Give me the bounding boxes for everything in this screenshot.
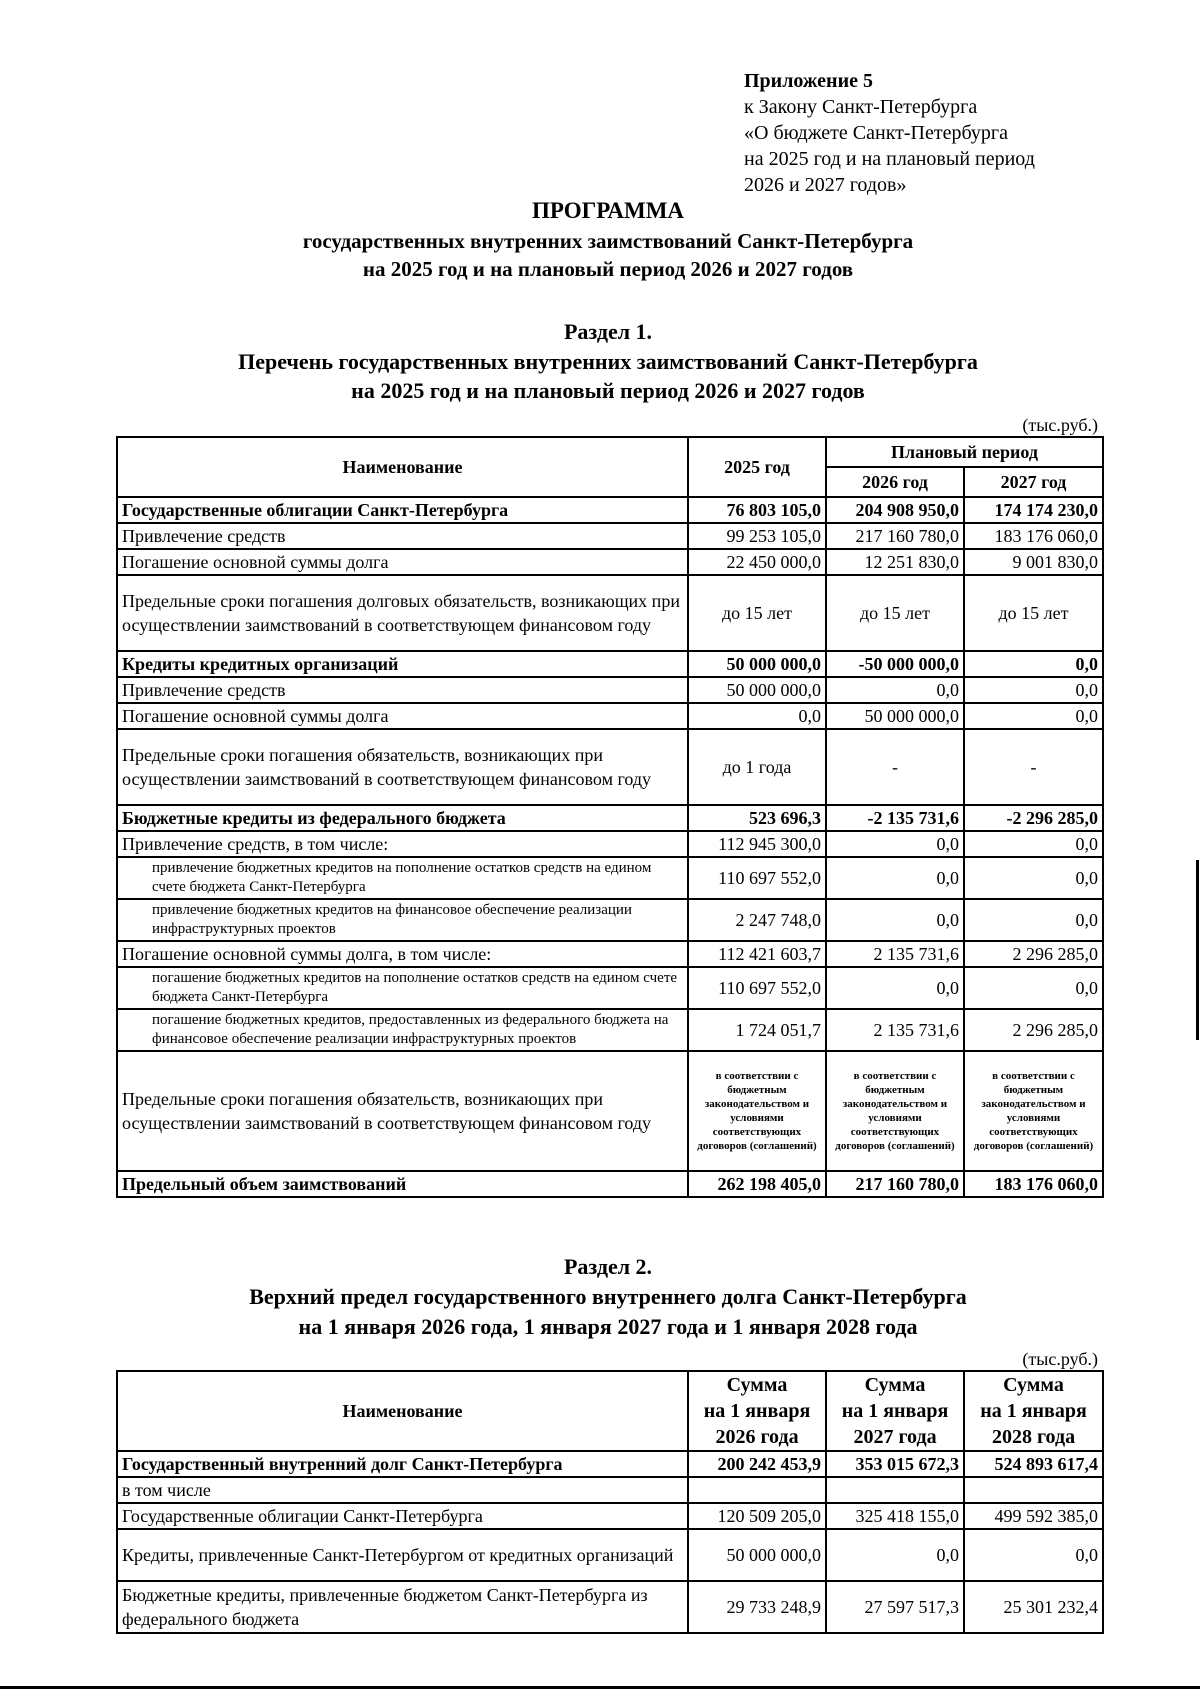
- row-value: 27 597 517,3: [826, 1581, 964, 1633]
- row-value: 523 696,3: [688, 805, 826, 831]
- table-row: [117, 1009, 1103, 1051]
- row-name: Погашение основной суммы долга, в том числе:: [117, 941, 688, 967]
- row-name: в том числе: [117, 1477, 688, 1503]
- row-name: Привлечение средств: [117, 523, 688, 549]
- row-value: 499 592 385,0: [964, 1503, 1103, 1529]
- row-value: 217 160 780,0: [826, 523, 964, 549]
- row-value: 50 000 000,0: [688, 651, 826, 677]
- program-title: ПРОГРАММА: [531, 198, 685, 223]
- row-name: Кредиты кредитных организаций: [117, 651, 688, 677]
- section2-title: Верхний предел государственного внутреннего долга Санкт-Петербурга: [249, 1284, 967, 1309]
- row-value: 120 509 205,0: [688, 1503, 826, 1529]
- appendix-line: 2026 и 2027 годов»: [744, 174, 907, 196]
- row-name: Привлечение средств, в том числе:: [117, 831, 688, 857]
- row-name: Бюджетные кредиты из федерального бюджета: [117, 805, 688, 831]
- appendix-line: «О бюджете Санкт-Петербурга: [744, 122, 1008, 144]
- table-row: [117, 831, 1103, 857]
- table-row: [117, 899, 1103, 941]
- row-value: 50 000 000,0: [688, 1529, 826, 1581]
- row-value: 0,0: [826, 967, 964, 1009]
- row-name: Погашение основной суммы долга: [117, 703, 688, 729]
- page-edge-mark: [1196, 860, 1199, 1040]
- header-2025: 2025 год: [688, 437, 826, 497]
- table-row: [117, 575, 1103, 651]
- row-value: до 15 лет: [964, 575, 1103, 651]
- table-row: [117, 1503, 1103, 1529]
- row-value: 110 697 552,0: [688, 967, 826, 1009]
- borrowings-table: [116, 436, 1104, 1198]
- row-value: 0,0: [688, 703, 826, 729]
- appendix-line: на 2025 год и на плановый период: [744, 148, 1035, 170]
- row-value: в соответствии с бюджетным законодательством и условиями соответствующих договоров (соглашений): [964, 1051, 1103, 1171]
- header-2026: 2026 год: [826, 467, 964, 497]
- section2-period: на 1 января 2026 года, 1 января 2027 года и 1 января 2028 года: [298, 1314, 918, 1339]
- section2-unit: (тыс.руб.): [1022, 1349, 1098, 1369]
- table-row: [117, 677, 1103, 703]
- row-value: 12 251 830,0: [826, 549, 964, 575]
- row-name: Государственные облигации Санкт-Петербурга: [117, 1503, 688, 1529]
- row-value: в соответствии с бюджетным законодательством и условиями соответствующих договоров (соглашений): [688, 1051, 826, 1171]
- row-name: Привлечение средств: [117, 677, 688, 703]
- table-row: [117, 967, 1103, 1009]
- row-value: 2 296 285,0: [964, 941, 1103, 967]
- header-planned-period: Плановый период: [826, 437, 1103, 467]
- table-row: [117, 1451, 1103, 1477]
- header-sum-2026: Сумма на 1 января 2026 года: [688, 1371, 826, 1451]
- row-value: до 15 лет: [826, 575, 964, 651]
- row-value: 325 418 155,0: [826, 1503, 964, 1529]
- row-value: 524 893 617,4: [964, 1451, 1103, 1477]
- row-value: 112 421 603,7: [688, 941, 826, 967]
- section1-period: на 2025 год и на плановый период 2026 и 2027 годов: [351, 378, 865, 403]
- table-row: [117, 857, 1103, 899]
- row-value: 110 697 552,0: [688, 857, 826, 899]
- table-row: [117, 729, 1103, 805]
- row-value: 353 015 672,3: [826, 1451, 964, 1477]
- appendix-title: Приложение 5: [744, 70, 873, 92]
- row-value: 9 001 830,0: [964, 549, 1103, 575]
- row-value: 76 803 105,0: [688, 497, 826, 523]
- debt-limit-table: [116, 1370, 1104, 1634]
- row-name: Кредиты, привлеченные Санкт-Петербургом от кредитных организаций: [117, 1529, 688, 1581]
- section1-title: Перечень государственных внутренних заимствований Санкт-Петербурга: [238, 349, 978, 374]
- table-row: [117, 941, 1103, 967]
- row-value: 0,0: [964, 677, 1103, 703]
- table-row: [117, 651, 1103, 677]
- header-sum-2027: Сумма на 1 января 2027 года: [826, 1371, 964, 1451]
- row-value: [964, 1477, 1103, 1503]
- row-value: -: [964, 729, 1103, 805]
- header-2027: 2027 год: [964, 467, 1103, 497]
- row-value: 2 247 748,0: [688, 899, 826, 941]
- row-name: погашение бюджетных кредитов, предоставленных из федерального бюджета на финансовое обеспечение реализации инфраструктурных проектов: [117, 1009, 688, 1051]
- program-subtitle: государственных внутренних заимствований Санкт-Петербурга: [302, 229, 914, 253]
- row-value: в соответствии с бюджетным законодательством и условиями соответствующих договоров (соглашений): [826, 1051, 964, 1171]
- row-value: 0,0: [826, 899, 964, 941]
- section1-unit: (тыс.руб.): [1022, 415, 1098, 435]
- header-name: Наименование: [117, 1371, 688, 1451]
- header-sum-2028: Сумма на 1 января 2028 года: [964, 1371, 1103, 1451]
- table-row: [117, 523, 1103, 549]
- row-value: до 1 года: [688, 729, 826, 805]
- row-value: 0,0: [964, 967, 1103, 1009]
- row-name: Государственные облигации Санкт-Петербурга: [117, 497, 688, 523]
- row-name: Предельные сроки погашения долговых обязательств, возникающих при осуществлении заимствований в соответствующем финансовом году: [117, 575, 688, 651]
- header-name: Наименование: [117, 437, 688, 497]
- appendix-block: [744, 68, 1164, 198]
- row-value: 183 176 060,0: [964, 523, 1103, 549]
- row-value: 204 908 950,0: [826, 497, 964, 523]
- page-bottom-rule: [0, 1686, 1200, 1689]
- row-value: 22 450 000,0: [688, 549, 826, 575]
- row-value: 0,0: [964, 857, 1103, 899]
- row-value: 0,0: [964, 899, 1103, 941]
- row-name: Предельные сроки погашения обязательств, возникающих при осуществлении заимствований в соответствующем финансовом году: [117, 1051, 688, 1171]
- table-row: [117, 549, 1103, 575]
- row-value: -: [826, 729, 964, 805]
- row-name: Бюджетные кредиты, привлеченные бюджетом Санкт-Петербурга из федерального бюджета: [117, 1581, 688, 1633]
- table-row: [117, 1581, 1103, 1633]
- row-value: -2 135 731,6: [826, 805, 964, 831]
- appendix-line: к Закону Санкт-Петербурга: [744, 96, 978, 118]
- row-value: 0,0: [826, 831, 964, 857]
- row-value: 1 724 051,7: [688, 1009, 826, 1051]
- row-value: 50 000 000,0: [826, 703, 964, 729]
- row-value: 183 176 060,0: [964, 1171, 1103, 1197]
- row-value: 99 253 105,0: [688, 523, 826, 549]
- table-row: [117, 1477, 1103, 1503]
- table-row: [117, 1051, 1103, 1171]
- row-name: Государственный внутренний долг Санкт-Петербурга: [117, 1451, 688, 1477]
- section2-heading: Раздел 2.: [563, 1254, 653, 1279]
- row-value: 25 301 232,4: [964, 1581, 1103, 1633]
- row-value: 2 135 731,6: [826, 941, 964, 967]
- section1-heading: Раздел 1.: [563, 319, 653, 344]
- row-value: 0,0: [826, 857, 964, 899]
- row-value: 217 160 780,0: [826, 1171, 964, 1197]
- row-name: Погашение основной суммы долга: [117, 549, 688, 575]
- table-row: [117, 703, 1103, 729]
- row-value: 112 945 300,0: [688, 831, 826, 857]
- table-row: [117, 1529, 1103, 1581]
- row-value: -50 000 000,0: [826, 651, 964, 677]
- row-value: 29 733 248,9: [688, 1581, 826, 1633]
- row-value: 200 242 453,9: [688, 1451, 826, 1477]
- row-value: 0,0: [964, 703, 1103, 729]
- row-value: до 15 лет: [688, 575, 826, 651]
- table-row: [117, 497, 1103, 523]
- row-value: 2 135 731,6: [826, 1009, 964, 1051]
- program-period: на 2025 год и на плановый период 2026 и 2027 годов: [362, 257, 854, 281]
- row-name: Предельный объем заимствований: [117, 1171, 688, 1197]
- row-name: привлечение бюджетных кредитов на пополнение остатков средств на едином счете бюджета Санкт-Петербурга: [117, 857, 688, 899]
- row-value: 0,0: [964, 651, 1103, 677]
- row-value: 0,0: [826, 677, 964, 703]
- row-value: [688, 1477, 826, 1503]
- row-value: 262 198 405,0: [688, 1171, 826, 1197]
- row-value: [826, 1477, 964, 1503]
- row-name: погашение бюджетных кредитов на пополнение остатков средств на едином счете бюджета Санкт-Петербурга: [117, 967, 688, 1009]
- table-row: [117, 1171, 1103, 1197]
- row-value: 0,0: [964, 1529, 1103, 1581]
- table-row: [117, 805, 1103, 831]
- row-value: 0,0: [826, 1529, 964, 1581]
- row-name: Предельные сроки погашения обязательств, возникающих при осуществлении заимствований в соответствующем финансовом году: [117, 729, 688, 805]
- row-value: 0,0: [964, 831, 1103, 857]
- row-value: 174 174 230,0: [964, 497, 1103, 523]
- row-value: 2 296 285,0: [964, 1009, 1103, 1051]
- row-value: 50 000 000,0: [688, 677, 826, 703]
- row-value: -2 296 285,0: [964, 805, 1103, 831]
- row-name: привлечение бюджетных кредитов на финансовое обеспечение реализации инфраструктурных проектов: [117, 899, 688, 941]
